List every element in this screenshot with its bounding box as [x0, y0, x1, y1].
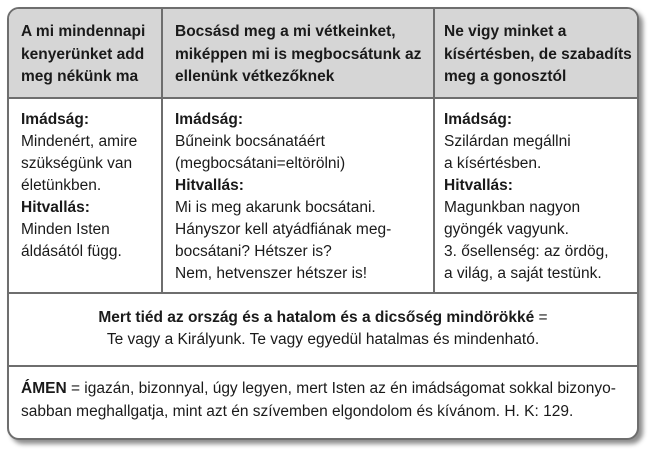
amen-line: sabban meghallgatja, mint azt én szívemben elgondolom és kívánom. H. K: 129.	[21, 403, 574, 420]
confession-label: Hitvallás:	[444, 177, 513, 194]
doxology-line: Te vagy a Királyunk. Te vagy egyedül hatalmas és mindenható.	[106, 331, 540, 348]
column-divider	[433, 9, 435, 294]
column-body: Imádság: Mindenért, amire szükségünk van életünkben. Hitvallás: Minden Isten áldásától függ.	[21, 111, 138, 260]
prayer-label: Imádság:	[175, 111, 244, 128]
column-body: Imádság: Szilárdan megállni a kísértésben. Hitvallás: Magunkban nagyon gyöngék vagyunk. 3. ősellenség: az ördög, a világ, a saját testünk.	[444, 111, 609, 282]
column-header: Ne vigy minket a kísértésben, de szabadíts meg a gonosztól	[444, 23, 632, 85]
confession-label: Hitvallás:	[21, 199, 90, 216]
doxology-bold: Mert tiéd az ország és a hatalom és a dicsőség mindörökké	[98, 309, 535, 326]
row-divider	[9, 292, 637, 294]
prayer-label: Imádság:	[444, 111, 513, 128]
doxology-section: Mert tiéd az ország és a hatalom és a dicsőség mindörökké = Te vagy a Királyunk. Te vagy egyedül hatalmas és mindenható.	[9, 307, 637, 351]
column-body: Imádság: Bűneink bocsánatáért (megbocsátani=eltörölni) Hitvallás: Mi is meg akarunk bocsátani. Hányszor kell atyádfiának meg- bocsátani? Hétszer is? Nem, hetvenszer hétszer is!	[175, 111, 392, 282]
amen-section: ÁMEN = igazán, bizonnyal, úgy legyen, mert Isten az én imádságomat sokkal bizonyo- sabban meghallgatja, mint azt én szívemben elgondolom és kívánom. H. K: 129.	[21, 377, 631, 423]
confession-label: Hitvallás:	[175, 177, 244, 194]
prayer-label: Imádság:	[21, 111, 90, 128]
column-divider	[161, 9, 163, 294]
lords-prayer-table	[7, 7, 639, 440]
column-header: Bocsásd meg a mi vétkeinket, miképpen mi is megbocsátunk az ellenünk vétkezőknek	[175, 23, 422, 85]
amen-word: ÁMEN	[21, 380, 67, 397]
column-header: A mi mindennapi kenyerünket add meg nékünk ma	[21, 23, 146, 85]
row-divider	[9, 365, 637, 367]
